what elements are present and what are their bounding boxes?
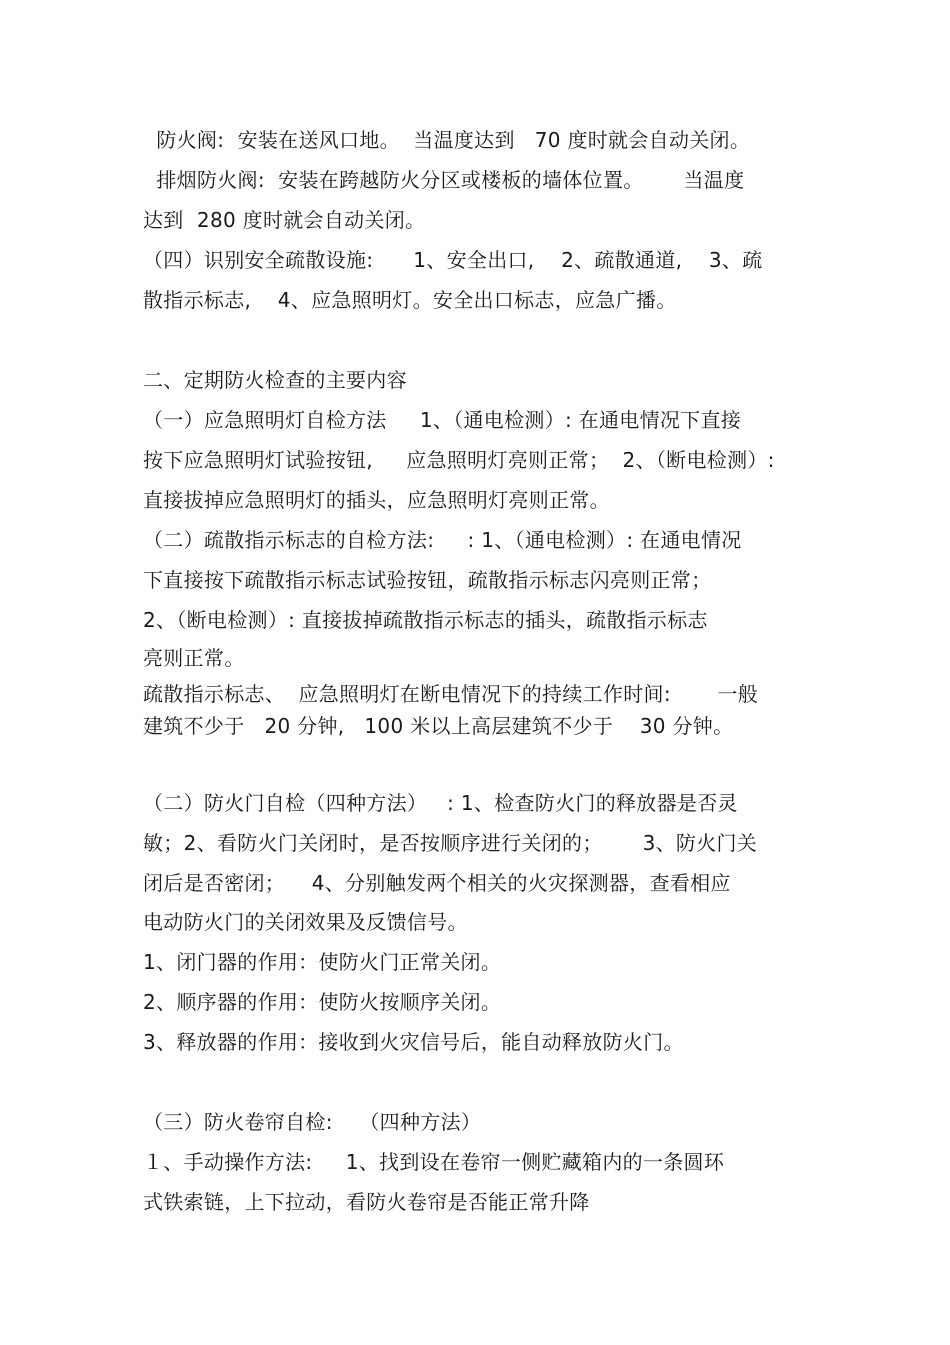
paragraph-exit-sign-check-cont1: 下直接按下疏散指示标志试验按钮，疏散指示标志闪亮则正常； (143, 568, 712, 592)
paragraph-fire-door-check-cont1: 敏；2、看防火门关闭时，是否按顺序进行关闭的； 3、防火门关 (143, 831, 758, 855)
paragraph-exit-sign-check: （二）疏散指示标志的自检方法: : 1、（通电检测）: 在通电情况 (143, 528, 742, 552)
paragraph-exit-sign-check-cont2: 2、（断电检测）: 直接拔掉疏散指示标志的插头，疏散指示标志 (143, 608, 708, 632)
paragraph-smoke-fire-damper: 排烟防火阀: 安装在跨越防火分区或楼板的墙体位置。 当温度 (143, 168, 745, 192)
paragraph-evacuation-facilities: （四）识别安全疏散设施: 1、安全出口, 2、疏散通道, 3、疏 (143, 248, 763, 272)
paragraph-evacuation-facilities-cont: 散指示标志, 4、应急照明灯。安全出口标志，应急广播。 (143, 288, 677, 312)
paragraph-fire-door-check-cont2: 闭后是否密闭； 4、分别触发两个相关的火灾探测器，查看相应 (143, 871, 731, 895)
paragraph-fire-door-check: （二）防火门自检（四种方法） : 1、检查防火门的释放器是否灵 (143, 791, 738, 815)
list-item-sequencer: 2、顺序器的作用：使防火按顺序关闭。 (143, 990, 502, 1014)
paragraph-manual-operation-cont: 式铁索链，上下拉动，看防火卷帘是否能正常升降 (143, 1190, 590, 1214)
list-item-releaser: 3、释放器的作用：接收到火灾信号后，能自动释放防火门。 (143, 1030, 684, 1054)
paragraph-emergency-light-check: （一）应急照明灯自检方法 1、（通电检测）: 在通电情况下直接 (143, 408, 742, 432)
paragraph-manual-operation: １、手动操作方法: 1、找到设在卷帘一侧贮藏箱内的一条圆环 (143, 1150, 725, 1174)
section-heading-regular-inspection: 二、定期防火检查的主要内容 (143, 368, 407, 392)
paragraph-duration: 疏散指示标志、 应急照明灯在断电情况下的持续工作时间: 一般 (143, 682, 759, 706)
paragraph-fire-damper: 防火阀: 安装在送风口地。 当温度达到 70 度时就会自动关闭。 (143, 128, 751, 152)
paragraph-fire-door-check-cont3: 电动防火门的关闭效果及反馈信号。 (143, 910, 468, 934)
paragraph-fire-shutter-check: （三）防火卷帘自检: （四种方法） (143, 1110, 482, 1134)
paragraph-smoke-fire-damper-cont: 达到 280 度时就会自动关闭。 (143, 208, 426, 232)
paragraph-exit-sign-check-cont3: 亮则正常。 (143, 646, 245, 670)
paragraph-emergency-light-check-cont1: 按下应急照明灯试验按钮, 应急照明灯亮则正常； 2、（断电检测）: (143, 448, 775, 472)
paragraph-duration-cont: 建筑不少于 20 分钟, 100 米以上高层建筑不少于 30 分钟。 (143, 714, 734, 738)
list-item-door-closer: 1、闭门器的作用：使防火门正常关闭。 (143, 950, 502, 974)
paragraph-emergency-light-check-cont2: 直接拔掉应急照明灯的插头，应急照明灯亮则正常。 (143, 488, 610, 512)
